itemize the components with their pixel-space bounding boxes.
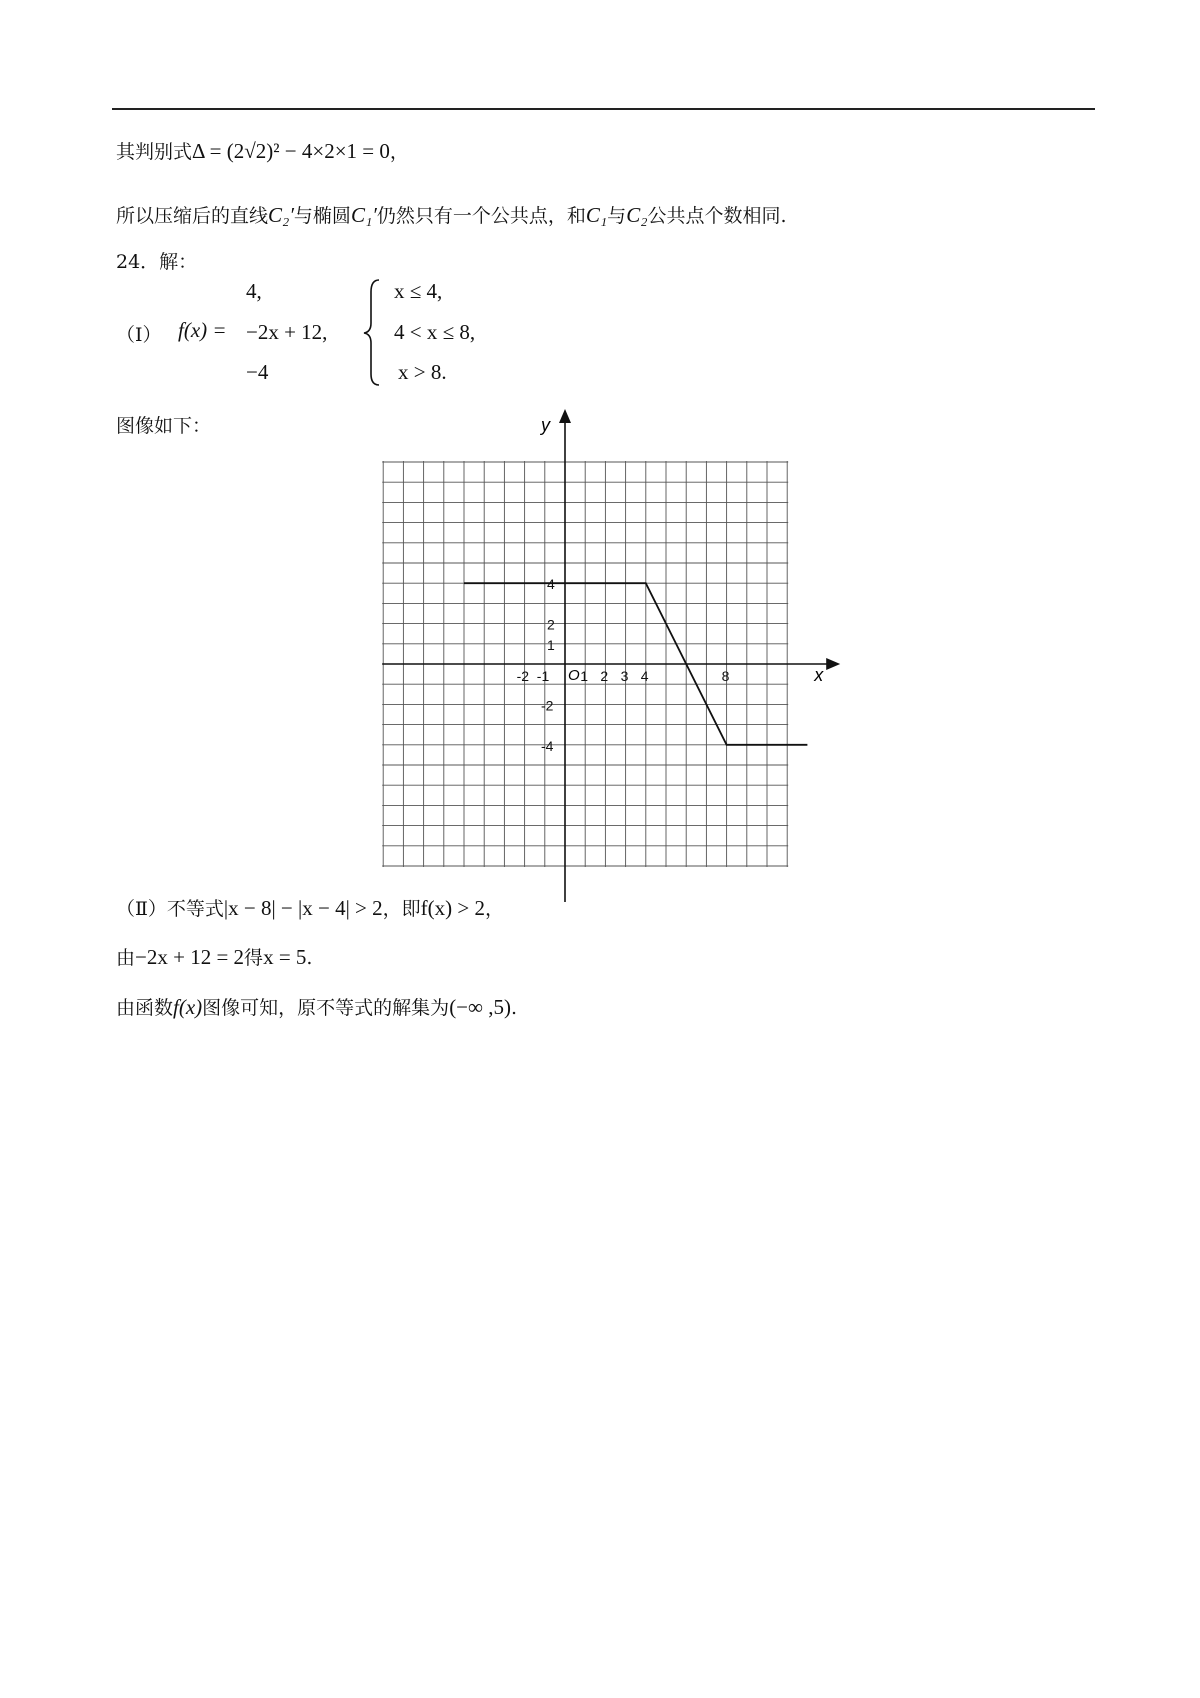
x-tick-label: 4 [640, 668, 649, 684]
case-1-expression: 4, [246, 279, 262, 303]
x-tick-label: 1 [580, 668, 588, 684]
final-end: . [511, 997, 518, 1019]
part-2-end: ， [484, 898, 504, 920]
tick-labels [517, 576, 730, 754]
symbol-c1-prime: C₁′ [350, 203, 377, 227]
discriminant-line [116, 137, 409, 164]
conclusion-line [116, 201, 787, 228]
y-tick-label: 2 [547, 616, 555, 633]
conclusion-text-2: 与椭圆 [293, 205, 351, 227]
x-tick-label: 3 [620, 668, 629, 684]
piecewise-function-name: f(x) = [178, 318, 227, 342]
case-2-condition: 4 < x ≤ 8, [394, 320, 476, 344]
y-axis-arrow-icon [559, 409, 571, 423]
origin-label: O [568, 667, 580, 684]
symbol-c2: C₂ [626, 203, 648, 227]
conclusion-text-1: 所以压缩后的直线 [116, 205, 269, 227]
conclusion-text-4: 与 [607, 205, 627, 227]
solve-result: x = 5 [263, 945, 307, 969]
y-tick-label: 4 [547, 576, 555, 593]
y-tick-label: -4 [541, 737, 554, 754]
final-text-1: 由函数 [116, 997, 174, 1019]
part-2-label: （Ⅱ）不等式 [116, 898, 224, 920]
x-tick-label: 2 [600, 668, 609, 684]
conclusion-text-3: 仍然只有一个公共点，和 [376, 205, 586, 227]
symbol-c1: C₁ [585, 203, 608, 227]
piecewise-definition [116, 275, 636, 390]
case-3-expression: −4 [246, 360, 269, 384]
final-text-2: 图像可知，原不等式的解集为 [202, 997, 450, 1019]
part-2-inequality-fx: f(x) > 2 [420, 896, 485, 920]
solve-text-2: 得 [244, 947, 264, 969]
x-axis-arrow-icon [826, 658, 840, 670]
graph-caption: 图像如下： [116, 415, 212, 437]
solve-equation: −2x + 12 = 2 [135, 945, 245, 969]
discriminant-prefix: 其判别式 [116, 141, 193, 163]
x-axis-label: x [814, 665, 824, 685]
part-2-connector: ，即 [382, 898, 421, 920]
question-24-heading: 24．解： [116, 251, 198, 273]
solve-text-1: 由 [116, 947, 136, 969]
y-axis-label: y [541, 415, 550, 435]
solve-line [116, 943, 312, 970]
y-tick-label: -2 [541, 697, 554, 714]
discriminant-suffix: ， [389, 141, 409, 163]
part-1-label: （Ⅰ） [116, 324, 162, 346]
part-2-inequality: |x − 8| − |x − 4| > 2 [223, 896, 383, 920]
discriminant-formula: Δ = (2√2)² − 4×2×1 = 0 [192, 139, 390, 163]
symbol-c2-prime: C₂′ [268, 203, 294, 227]
conclusion-text-5: 公共点个数相同. [647, 205, 787, 227]
y-tick-label: 1 [547, 636, 555, 653]
solve-end: . [306, 947, 313, 969]
axes [382, 409, 840, 902]
case-2-expression: −2x + 12, [246, 320, 328, 344]
x-tick-label: 8 [721, 668, 730, 684]
part-2-line [116, 894, 504, 921]
solution-set: (−∞ ,5) [449, 995, 511, 1019]
x-tick-label: -1 [536, 668, 550, 684]
final-fx: f(x) [173, 995, 203, 1019]
case-1-condition: x ≤ 4, [394, 279, 443, 303]
x-tick-label: -2 [516, 668, 530, 684]
header-rule [112, 108, 1095, 110]
final-line [116, 993, 517, 1020]
case-3-condition: x > 8. [398, 360, 447, 384]
